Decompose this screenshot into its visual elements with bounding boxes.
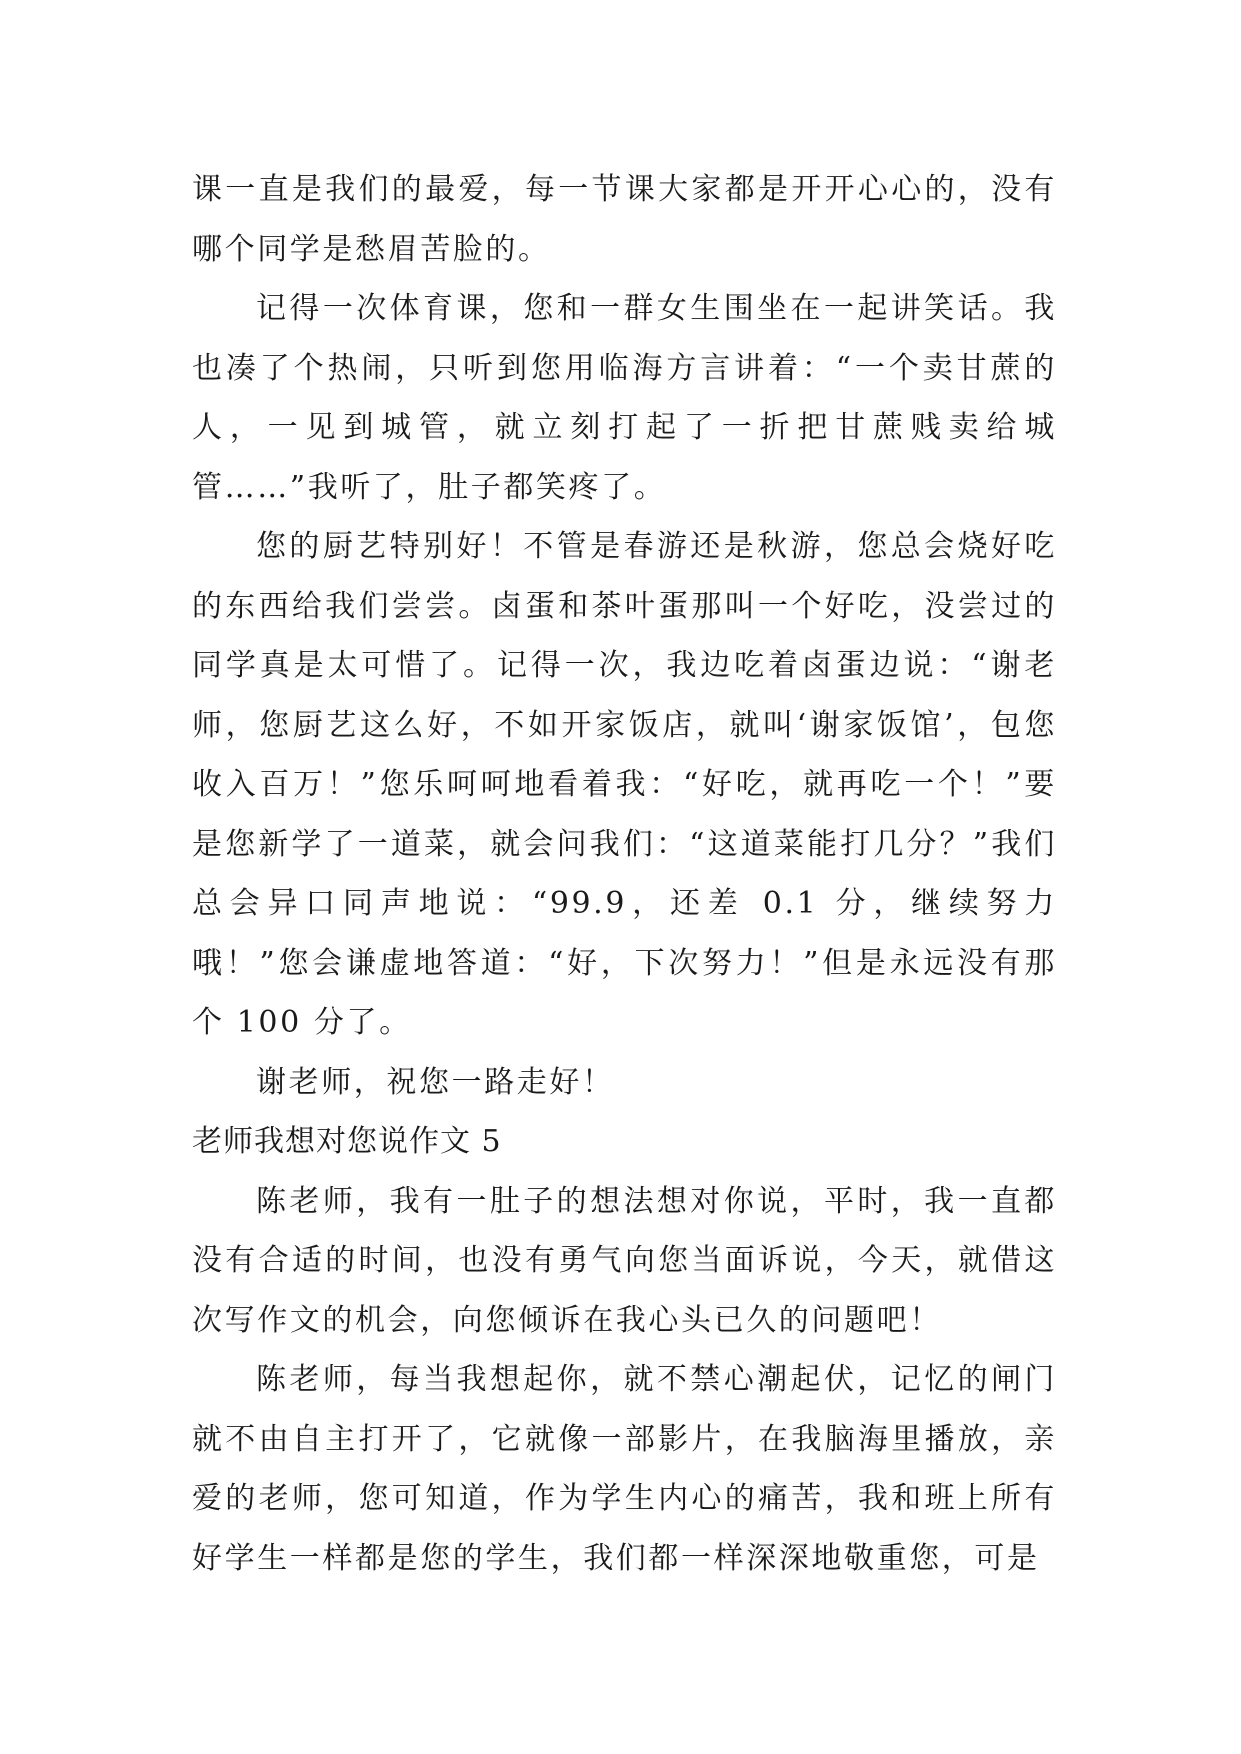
paragraph: 陈老师，我有一肚子的想法想对你说，平时，我一直都没有合适的时间，也没有勇气向您当面诉说，今天，就借这次写作文的机会，向您倾诉在我心头已久的问题吧！ [192,1183,1057,1338]
paragraph: 您的厨艺特别好！不管是春游还是秋游，您总会烧好吃的东西给我们尝尝。卤蛋和茶叶蛋那叫一个好吃，没尝过的同学真是太可惜了。记得一次，我边吃着卤蛋边说：“谢老师，您厨艺这么好，不如开家饭店，就叫‘谢家饭馆’，包您收入百万！”您乐呵呵地看着我：“好吃，就再吃一个！”要是您新学了一道菜，就会问我们：“这道菜能打几分？”我们总会异口同声地说：“99.9，还差 0.1 分，继续努力哦！”您会谦虚地答道：“好，下次努力！”但是永远没有那个 100 分了。 [192,529,1057,1040]
document-body [192,160,1057,1588]
paragraph: 记得一次体育课，您和一群女生围坐在一起讲笑话。我也凑了个热闹，只听到您用临海方言讲着：“一个卖甘蔗的人，一见到城管，就立刻打起了一折把甘蔗贱卖给城管……”我听了，肚子都笑疼了。 [192,291,1057,505]
paragraph: 谢老师，祝您一路走好！ [256,1064,615,1100]
paragraph: 课一直是我们的最爱，每一节课大家都是开开心心的，没有哪个同学是愁眉苦脸的。 [192,172,1057,267]
paragraph: 陈老师，每当我想起你，就不禁心潮起伏，记忆的闸门就不由自主打开了，它就像一部影片，在我脑海里播放，亲爱的老师，您可知道，作为学生内心的痛苦，我和班上所有好学生一样都是您的学生，我们都一样深深地敬重您，可是 [192,1362,1057,1576]
section-heading: 老师我想对您说作文 5 [192,1124,502,1159]
